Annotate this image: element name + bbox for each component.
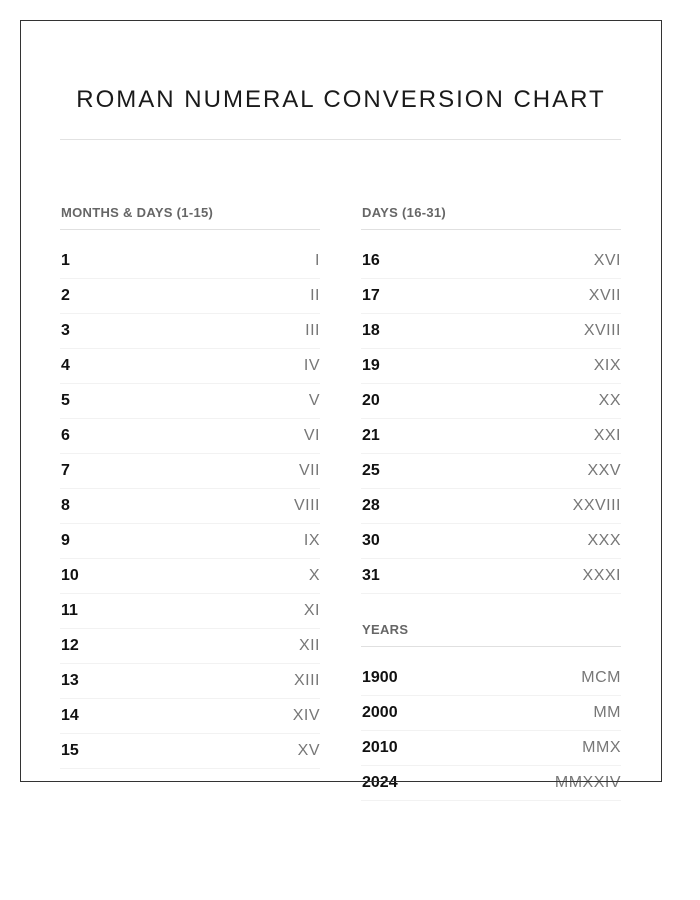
- number-value: 20: [362, 392, 380, 409]
- number-value: 4: [61, 357, 70, 374]
- number-value: 2: [61, 287, 70, 304]
- table-row: [361, 524, 621, 559]
- number-value: 2010: [362, 739, 398, 756]
- number-value: 19: [362, 357, 380, 374]
- number-value: 6: [61, 427, 70, 444]
- number-value: 8: [61, 497, 70, 514]
- roman-numeral: XIX: [593, 357, 621, 374]
- table-row: [361, 349, 621, 384]
- number-value: 7: [61, 462, 70, 479]
- table-row: [361, 766, 621, 801]
- table-row: [60, 664, 320, 699]
- roman-numeral: MMXXIV: [554, 774, 621, 791]
- roman-numeral: MMX: [582, 739, 621, 756]
- roman-numeral: XIII: [293, 672, 320, 689]
- roman-numeral: MM: [593, 704, 621, 721]
- number-value: 30: [362, 532, 380, 549]
- table-row: [60, 454, 320, 489]
- roman-numeral: XX: [598, 392, 621, 409]
- number-value: 1900: [362, 669, 398, 686]
- days-table: [361, 244, 621, 594]
- table-row: [60, 419, 320, 454]
- section-heading: DAYS (16-31): [361, 205, 621, 230]
- section-heading: YEARS: [361, 622, 621, 647]
- roman-numeral: XI: [303, 602, 320, 619]
- number-value: 17: [362, 287, 380, 304]
- table-row: [361, 661, 621, 696]
- table-row: [60, 489, 320, 524]
- number-value: 2024: [362, 774, 398, 791]
- roman-numeral: XII: [298, 637, 320, 654]
- number-value: 11: [61, 602, 78, 619]
- roman-numeral: IX: [303, 532, 320, 549]
- roman-numeral: I: [315, 252, 320, 269]
- months-days-column: [60, 205, 320, 769]
- number-value: 14: [61, 707, 79, 724]
- number-value: 15: [61, 742, 79, 759]
- number-value: 13: [61, 672, 79, 689]
- roman-numeral: XVII: [588, 287, 621, 304]
- title-divider: [60, 139, 621, 140]
- table-row: [60, 384, 320, 419]
- roman-numeral: VII: [298, 462, 320, 479]
- table-row: [60, 734, 320, 769]
- roman-numeral: XXI: [593, 427, 621, 444]
- table-row: [60, 559, 320, 594]
- table-row: [60, 244, 320, 279]
- number-value: 28: [362, 497, 380, 514]
- number-value: 1: [61, 252, 70, 269]
- roman-numeral: XIV: [292, 707, 320, 724]
- table-row: [60, 314, 320, 349]
- table-row: [361, 244, 621, 279]
- number-value: 10: [61, 567, 79, 584]
- number-value: 2000: [362, 704, 398, 721]
- roman-numeral: XV: [297, 742, 320, 759]
- number-value: 21: [362, 427, 380, 444]
- roman-numeral: XXX: [587, 532, 621, 549]
- section-heading: MONTHS & DAYS (1-15): [60, 205, 320, 230]
- table-row: [361, 489, 621, 524]
- number-value: 9: [61, 532, 70, 549]
- months-days-table: [60, 244, 320, 769]
- table-row: [60, 279, 320, 314]
- roman-numeral: XXVIII: [572, 497, 621, 514]
- table-row: [60, 524, 320, 559]
- roman-numeral: X: [308, 567, 320, 584]
- roman-numeral: VI: [303, 427, 320, 444]
- table-row: [60, 699, 320, 734]
- number-value: 25: [362, 462, 380, 479]
- table-row: [361, 279, 621, 314]
- number-value: 18: [362, 322, 380, 339]
- number-value: 3: [61, 322, 70, 339]
- roman-numeral: XVI: [593, 252, 621, 269]
- roman-numeral: XXXI: [582, 567, 621, 584]
- table-row: [361, 696, 621, 731]
- number-value: 5: [61, 392, 70, 409]
- table-row: [361, 419, 621, 454]
- table-row: [60, 629, 320, 664]
- table-row: [361, 559, 621, 594]
- table-row: [361, 454, 621, 489]
- roman-numeral: III: [305, 322, 320, 339]
- roman-numeral: MCM: [581, 669, 621, 686]
- table-row: [361, 384, 621, 419]
- page-title: ROMAN NUMERAL CONVERSION CHART: [76, 86, 606, 113]
- roman-numeral: XXV: [587, 462, 621, 479]
- roman-numeral: XVIII: [583, 322, 621, 339]
- days-years-column: [361, 205, 621, 801]
- number-value: 16: [362, 252, 380, 269]
- roman-numeral: V: [308, 392, 320, 409]
- number-value: 12: [61, 637, 79, 654]
- table-row: [60, 349, 320, 384]
- table-row: [361, 731, 621, 766]
- number-value: 31: [362, 567, 380, 584]
- roman-numeral: IV: [303, 357, 320, 374]
- table-row: [60, 594, 320, 629]
- table-row: [361, 314, 621, 349]
- roman-numeral: II: [310, 287, 320, 304]
- roman-numeral: VIII: [293, 497, 320, 514]
- years-table: [361, 661, 621, 801]
